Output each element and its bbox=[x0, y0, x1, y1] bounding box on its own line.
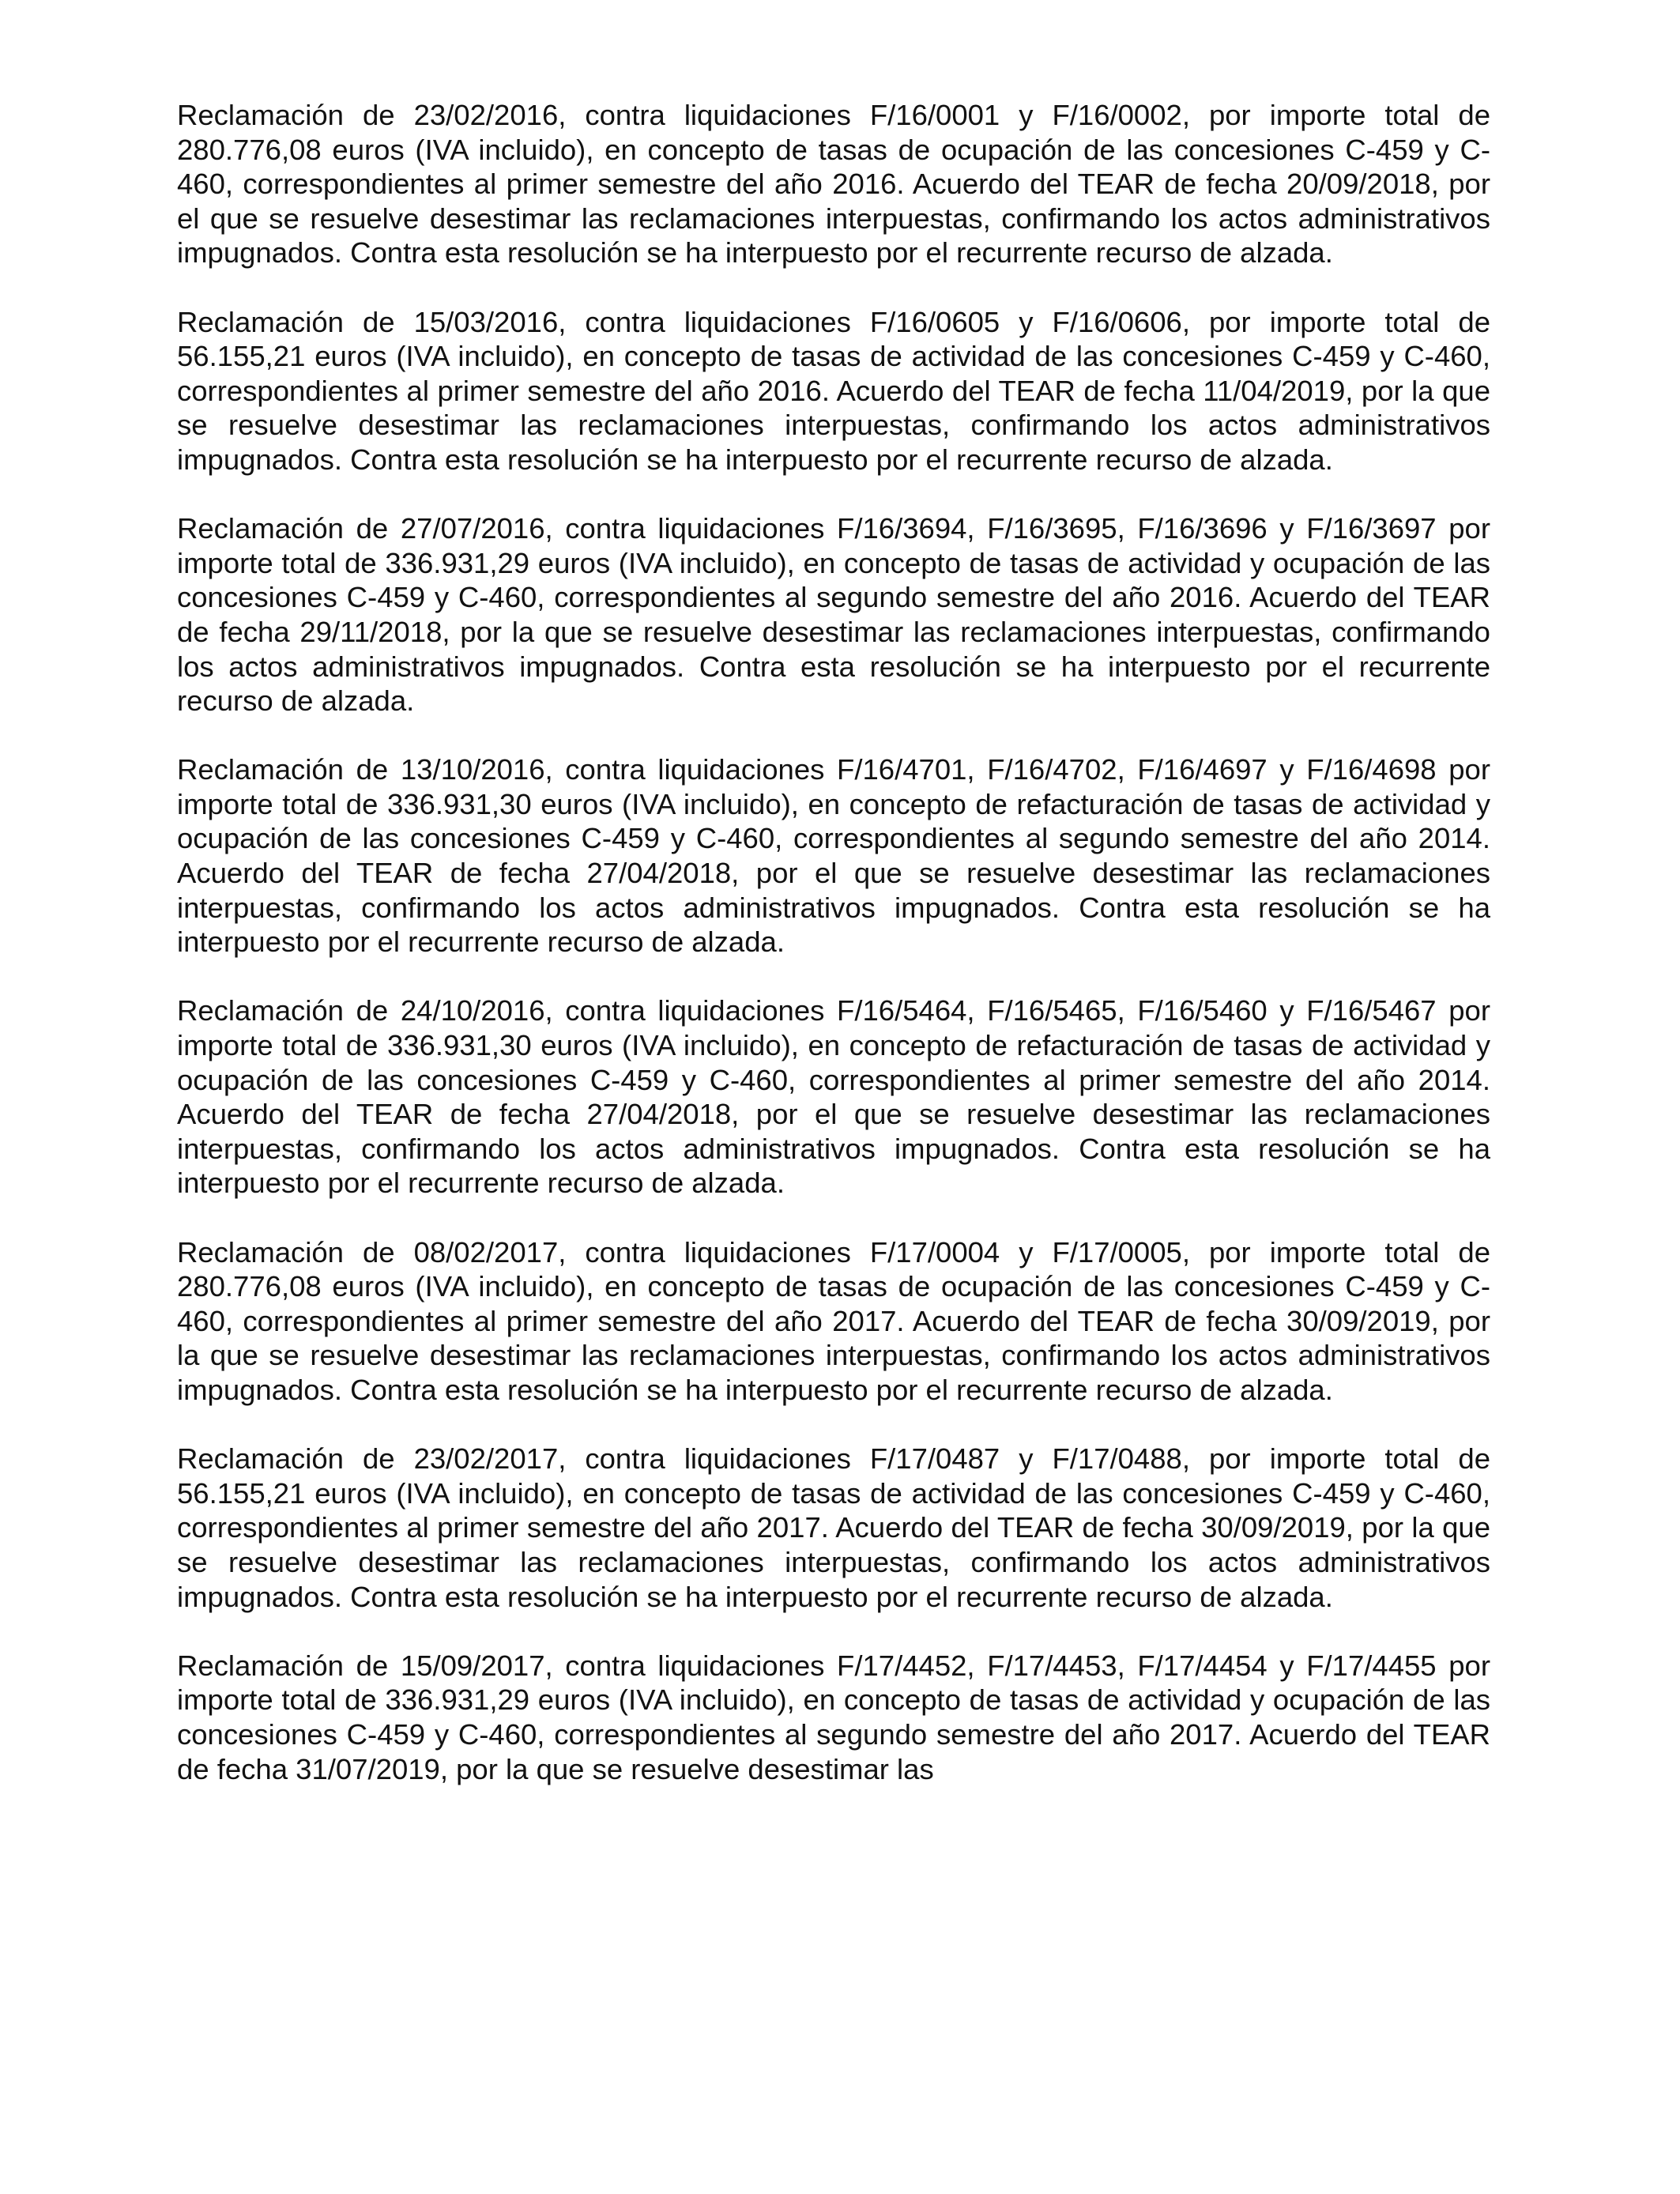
paragraph-reclamacion-6: Reclamación de 08/02/2017, contra liquidaciones F/17/0004 y F/17/0005, por importe total de 280.776,08 euros (IVA incluido), en concepto de tasas de ocupación de las concesiones C-459 y C-460, correspondientes al primer semestre del año 2017. Acuerdo del TEAR de fecha 30/09/2019, por la que se resuelve desestimar las reclamaciones interpuestas, confirmando los actos administrativos impugnados. Contra esta resolución se ha interpuesto por el recurrente recurso de alzada. bbox=[177, 1235, 1490, 1406]
paragraph-reclamacion-5: Reclamación de 24/10/2016, contra liquidaciones F/16/5464, F/16/5465, F/16/5460 y F/16/5467 por importe total de 336.931,30 euros (IVA incluido), en concepto de refacturación de tasas de actividad y ocupación de las concesiones C-459 y C-460, correspondientes al primer semestre del año 2014. Acuerdo del TEAR de fecha 27/04/2018, por el que se resuelve desestimar las reclamaciones interpuestas, confirmando los actos administrativos impugnados. Contra esta resolución se ha interpuesto por el recurrente recurso de alzada. bbox=[177, 994, 1490, 1200]
paragraph-reclamacion-8: Reclamación de 15/09/2017, contra liquidaciones F/17/4452, F/17/4453, F/17/4454 y F/17/4455 por importe total de 336.931,29 euros (IVA incluido), en concepto de tasas de actividad y ocupación de las concesiones C-459 y C-460, correspondientes al segundo semestre del año 2017. Acuerdo del TEAR de fecha 31/07/2019, por la que se resuelve desestimar las bbox=[177, 1649, 1490, 1785]
paragraph-reclamacion-7: Reclamación de 23/02/2017, contra liquidaciones F/17/0487 y F/17/0488, por importe total de 56.155,21 euros (IVA incluido), en concepto de tasas de actividad de las concesiones C-459 y C-460, correspondientes al primer semestre del año 2017. Acuerdo del TEAR de fecha 30/09/2019, por la que se resuelve desestimar las reclamaciones interpuestas, confirmando los actos administrativos impugnados. Contra esta resolución se ha interpuesto por el recurrente recurso de alzada. bbox=[177, 1442, 1490, 1613]
paragraph-reclamacion-1: Reclamación de 23/02/2016, contra liquidaciones F/16/0001 y F/16/0002, por importe total de 280.776,08 euros (IVA incluido), en concepto de tasas de ocupación de las concesiones C-459 y C-460, correspondientes al primer semestre del año 2016. Acuerdo del TEAR de fecha 20/09/2018, por el que se resuelve desestimar las reclamaciones interpuestas, confirmando los actos administrativos impugnados. Contra esta resolución se ha interpuesto por el recurrente recurso de alzada. bbox=[177, 99, 1490, 270]
paragraph-reclamacion-4: Reclamación de 13/10/2016, contra liquidaciones F/16/4701, F/16/4702, F/16/4697 y F/16/4698 por importe total de 336.931,30 euros (IVA incluido), en concepto de refacturación de tasas de actividad y ocupación de las concesiones C-459 y C-460, correspondientes al segundo semestre del año 2014. Acuerdo del TEAR de fecha 27/04/2018, por el que se resuelve desestimar las reclamaciones interpuestas, confirmando los actos administrativos impugnados. Contra esta resolución se ha interpuesto por el recurrente recurso de alzada. bbox=[177, 753, 1490, 959]
paragraph-reclamacion-2: Reclamación de 15/03/2016, contra liquidaciones F/16/0605 y F/16/0606, por importe total de 56.155,21 euros (IVA incluido), en concepto de tasas de actividad de las concesiones C-459 y C-460, correspondientes al primer semestre del año 2016. Acuerdo del TEAR de fecha 11/04/2019, por la que se resuelve desestimar las reclamaciones interpuestas, confirmando los actos administrativos impugnados. Contra esta resolución se ha interpuesto por el recurrente recurso de alzada. bbox=[177, 305, 1490, 476]
paragraph-reclamacion-3: Reclamación de 27/07/2016, contra liquidaciones F/16/3694, F/16/3695, F/16/3696 y F/16/3697 por importe total de 336.931,29 euros (IVA incluido), en concepto de tasas de actividad y ocupación de las concesiones C-459 y C-460, correspondientes al segundo semestre del año 2016. Acuerdo del TEAR de fecha 29/11/2018, por la que se resuelve desestimar las reclamaciones interpuestas, confirmando los actos administrativos impugnados. Contra esta resolución se ha interpuesto por el recurrente recurso de alzada. bbox=[177, 512, 1490, 718]
document-body bbox=[177, 98, 1490, 1821]
